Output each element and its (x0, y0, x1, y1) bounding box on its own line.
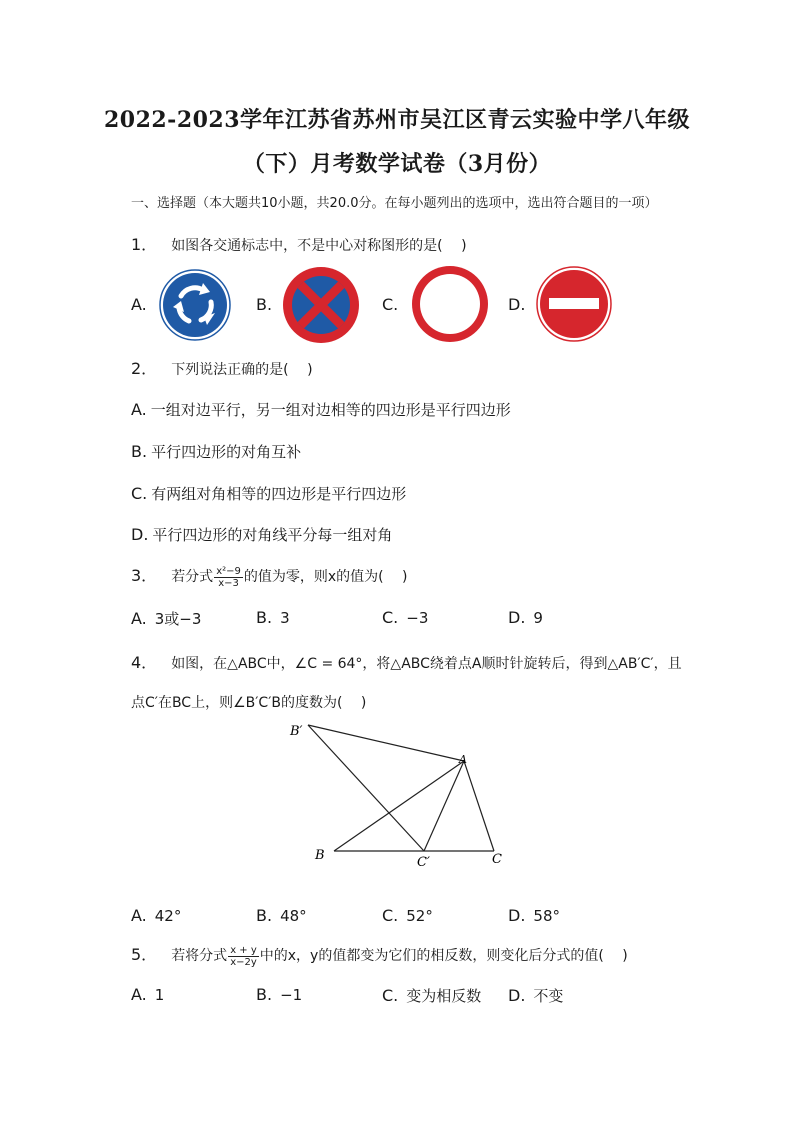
option-letter: A. (131, 985, 147, 1004)
q4-option-c (382, 906, 433, 925)
rotation-triangle-figure (280, 715, 520, 875)
option-text: 平行四边形的对角线平分每一组对角 (152, 526, 393, 544)
question-number: 3． (131, 566, 158, 585)
option-text: 1 (154, 986, 165, 1004)
q4-option-a (131, 906, 181, 925)
option-letter: A. (131, 609, 147, 628)
q5-option-d (508, 985, 563, 1006)
option-letter: B. (256, 906, 273, 925)
option-letter: D. (508, 295, 526, 314)
question-5 (131, 942, 628, 968)
q1-option-d (508, 295, 533, 314)
q4-option-d (508, 906, 560, 925)
option-text: −3 (406, 609, 429, 627)
q5-option-a (131, 985, 164, 1004)
fraction-numerator: x²−9 (216, 565, 241, 577)
option-text: 变为相反数 (406, 987, 482, 1005)
no-entry-sign-icon (535, 265, 613, 343)
option-letter: C. (131, 484, 148, 503)
label-a: A (459, 753, 467, 766)
option-letter: B. (256, 295, 273, 314)
option-text: 48° (280, 907, 307, 925)
no-vehicles-sign-icon (410, 264, 490, 344)
option-letter: B. (131, 442, 148, 461)
question-text-pre: 若将分式 (171, 948, 228, 964)
q2-option-c (131, 483, 406, 504)
page-title-line1: 2022-2023学年江苏省苏州市吴江区青云实验中学八年级 (103, 107, 691, 133)
question-text-post: 的值为零，则x的值为( ) (243, 569, 408, 585)
question-4-line2: 点C′在BC上，则∠B′C′B的度数为( ) (131, 695, 367, 711)
q3-option-a (131, 608, 201, 629)
fraction (214, 566, 243, 589)
option-text: 9 (533, 609, 543, 627)
option-text: 3或−3 (154, 610, 202, 628)
option-text: 58° (533, 907, 560, 925)
question-number: 2． (131, 359, 158, 378)
question-text-line1: 如图，在△ABC中，∠C = 64°，将△ABC绕着点A顺时针旋转后，得到△AB′C′，且 (171, 656, 682, 672)
label-b-prime: B′ (290, 724, 303, 739)
segment-a-c (464, 761, 494, 851)
option-text: 52° (406, 907, 433, 925)
question-number: 1． (131, 235, 158, 254)
option-text: 平行四边形的对角互补 (151, 443, 302, 461)
option-letter: D. (131, 525, 149, 544)
fraction-denominator: x−2y (230, 956, 257, 968)
fraction-denominator: x−3 (218, 577, 239, 589)
label-b: B (315, 848, 325, 863)
option-letter: D. (508, 986, 526, 1005)
segment-bprime-a (308, 725, 464, 761)
q1-option-a (131, 295, 155, 314)
q4-option-b (256, 906, 307, 925)
question-2 (131, 356, 313, 379)
fraction-numerator: x + y (230, 944, 257, 956)
q5-option-c (382, 985, 481, 1006)
question-number: 4． (131, 653, 158, 672)
option-text: 3 (280, 609, 290, 627)
option-text: −1 (280, 986, 303, 1004)
option-letter: C. (382, 986, 399, 1005)
option-letter: C. (382, 295, 399, 314)
option-letter: C. (382, 608, 399, 627)
q3-option-b (256, 608, 290, 627)
option-letter: B. (256, 985, 273, 1004)
q2-option-d (131, 524, 392, 545)
option-letter: A. (131, 906, 147, 925)
question-text-pre: 若分式 (171, 569, 214, 585)
no-stopping-sign-icon (281, 265, 361, 345)
q2-option-a (131, 399, 511, 420)
option-letter: D. (508, 906, 526, 925)
section-header: 一、选择题（本大题共10小题，共20.0分。在每小题列出的选项中，选出符合题目的一项） (131, 196, 658, 211)
q5-option-b (256, 985, 302, 1004)
label-c-prime: C′ (417, 855, 430, 870)
segment-bprime-cprime (308, 725, 424, 851)
question-3 (131, 563, 408, 589)
question-1 (131, 232, 467, 255)
option-letter: C. (382, 906, 399, 925)
q1-option-b (256, 295, 280, 314)
option-letter: D. (508, 608, 526, 627)
question-text: 如图各交通标志中，不是中心对称图形的是( ) (171, 238, 467, 254)
q2-option-b (131, 441, 301, 462)
option-text: 42° (154, 907, 182, 925)
question-text: 下列说法正确的是( ) (171, 362, 313, 378)
label-c: C (492, 852, 502, 867)
q3-option-c (382, 608, 428, 627)
fraction (228, 945, 259, 968)
option-letter: B. (256, 608, 273, 627)
option-text: 一组对边平行，另一组对边相等的四边形是平行四边形 (150, 401, 511, 419)
option-text: 有两组对角相等的四边形是平行四边形 (151, 485, 407, 503)
question-number: 5． (131, 945, 158, 964)
q3-option-d (508, 608, 543, 627)
option-letter: A. (131, 295, 147, 314)
question-4 (131, 650, 682, 673)
q1-option-c (382, 295, 406, 314)
option-text: 不变 (533, 987, 564, 1005)
question-text-post: 中的x，y的值都变为它们的相反数，则变化后分式的值( ) (259, 948, 628, 964)
roundabout-sign-icon (157, 268, 233, 342)
option-letter: A. (131, 400, 147, 419)
page-title-line2: （下）月考数学试卷（3月份） (242, 151, 552, 177)
